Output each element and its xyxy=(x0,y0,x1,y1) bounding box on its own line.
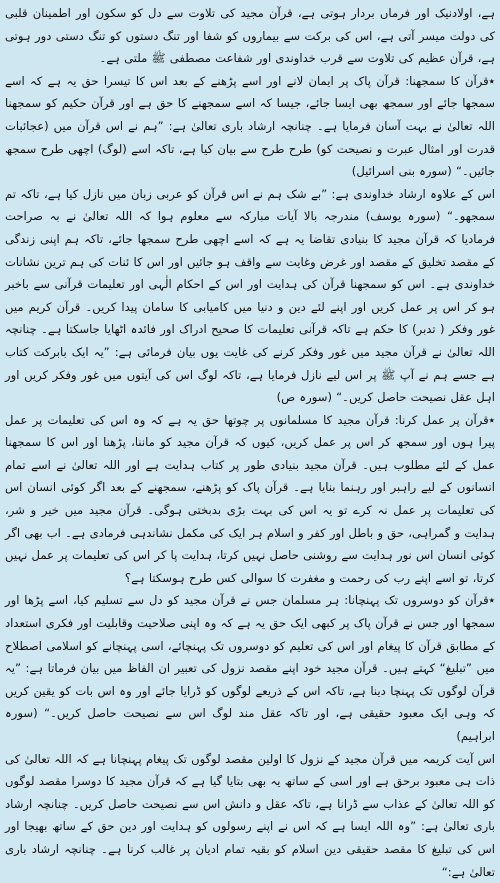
paragraph-acting-on-quran: ٭قرآن پر عمل کرنا: قرآن مجید کا مسلمانوں پر چوتھا حق یہ ہے کہ وہ اس کی تعلیمات پر عمل پیرا ہوں اور سمجھ کر اس پر عمل کریں، کیوں کہ قرآن مجید کو ماننا، پڑھنا اور اس کا سمجھنا عمل کے لئے مطلوب ہیں۔ قرآن مجید بنیادی طور پر کتاب ہدایت ہے اور اللہ تعالیٰ نے اسے تمام انسانوں کے لیے راہبر اور رہنما بنایا ہے۔ قرآن پاک کو پڑھنے، سمجھنے کے بعد اگر کوئی انسان اس کی تعلیمات پر عمل نہ کرے تو یہ اس کی بہت بڑی بدبختی ہوگی۔ قرآن مجید میں خیر و شر، ہدایت و گمراہی، حق و باطل اور کفر و اسلام ہر ایک کی مکمل نشاندہی فرمادی ہے۔ اب بھی اگر کوئی انسان اس نور ہدایت سے روشنی حاصل نہیں کرتا، ہدایت پا کر اس کی تعلیمات پر عمل نہیں کرتا، تو اسے اپنے رب کی رحمت و مغفرت کا سوالی کس طرح ہوسکتا ہے؟ xyxy=(5,412,495,585)
paragraph-purpose-of-revelation: اس آیت کریمہ میں قرآن مجید کے نزول کا اولین مقصد لوگوں تک پیغام پہنچانا ہے کہ اللہ تعالیٰ کی ذات ہی معبود برحق ہے اور اسی کے ساتھ یہ بھی بتایا گیا ہے کہ قرآن مجید کا دوسرا مقصد لوگوں کو اللہ تعالیٰ کے عذاب سے ڈرانا ہے، تاکہ عقل و دانش اس سے نصیحت حاصل کریں۔ چنانچہ ارشاد باری تعالیٰ ہے: ”وہ اللہ ایسا ہے کہ اس نے اپنے رسولوں کو ہدایت اور دین حق کے ساتھ بھیجا اور اس کی تبلیغ کا مقصد حقیقی دین اسلام کو بقیہ تمام ادیان پر غالب کرنا ہے۔ چنانچہ ارشاد باری تعالیٰ ہے:“ xyxy=(5,751,495,879)
paragraph-understanding-quran: ٭قرآن کا سمجھنا: قرآن پاک پر ایمان لانے اور اسے پڑھنے کے بعد اس کا تیسرا حق یہ ہے کہ اسے سمجھا جائے اور سمجھ بھی ایسا جائے، جیسا کہ اسے سمجھنے کا حق ہے اور قرآن حکیم کو سمجھنا اللہ تعالیٰ نے بہت آسان فرمایا ہے۔ چنانچہ ارشاد باری تعالیٰ ہے: ”ہم نے اس قرآن میں (عجائبات قدرت اور امثال عبرت و نصیحت کو) طرح طرح سے بیان کیا ہے، تاکہ اسے (لوگ) اچھی طرح سمجھ جائیں۔“ (سورہ بنی اسرائیل) xyxy=(5,73,495,179)
paragraph-recitation-benefits: ہے، اولادنیک اور فرماں بردار ہوتی ہے، قرآن مجید کی تلاوت سے دل کو سکون اور اطمینان قلبی کی دولت میسر آتی ہے، اس کی برکت سے بیماروں کو شفا اور تنگ دستوں کو تنگ دستی دور ہوتی ہے، قرآن عظیم کی تلاوت سے قرب خداوندی اور شفاعت مصطفی ﷺ ملتی ہے۔ xyxy=(5,6,495,66)
paragraph-conveying-quran: ٭قرآن کو دوسروں تک پہنچانا: ہر مسلمان جس نے قرآن مجید کو دل سے تسلیم کیا، اسے پڑھا اور سمجھا اور جس نے قرآن پاک پر کبھی ایک حق یہ ہے کہ وہ اپنی صلاحیت وقابلیت اور فکری استعداد کے مطابق قرآن کا پیغام اور اس کی تعلیم کو دوسروں تک پہنچائے، اسی پہنچانے کو اسلامی اصطلاح میں ”تبلیغ“ کہتے ہیں۔ قرآن مجید خود اپنے مقصد نزول کی تعبیر ان الفاظ میں بیان فرماتا ہے: ”یہ قرآن لوگوں تک پہنچا دینا ہے، تاکہ اس کے ذریعے لوگوں کو ڈرایا جائے اور وہ اس بات کو یقین کریں کہ وہی ایک معبود حقیقی ہے، اور تاکہ عقل مند لوگ اس سے نصیحت حاصل کریں۔“ (سورہ ابراہیم) xyxy=(5,593,495,743)
paragraph-reflection: اس کے علاوہ ارشاد خداوندی ہے: ”بے شک ہم نے اس قرآن کو عربی زبان میں نازل کیا ہے، تاکہ تم سمجھو۔“ (سورہ یوسف) مندرجہ بالا آیات مبارکہ سے معلوم ہوا کہ اللہ تعالیٰ نے بہ صراحت فرمادیا کہ قرآن مجید کا بنیادی تقاضا یہ ہے کہ اسے اچھی طرح سمجھا جائے، تاکہ ہم اپنی زندگی کے مقصد تخلیق کے مقصد اور غرض وغایت سے واقف ہو جائیں اور اس کا ئنات کی ہم ترین نشانات خداوندی ہے۔ اس کو سمجھنا قرآن کی ہدایت اور اس کے احکام الٰہی اور تعلیمات قرآنی سے باخبر ہو کر اس پر عمل کریں اور اپنے لئے دین و دنیا میں کامیابی کا سامان پیدا کریں۔ قرآن کریم میں غور وفکر ( تدبر) کا حکم ہے تاکہ قرآنی تعلیمات کا صحیح ادراک اور فائدہ اٹھایا جاسکتا ہے۔ چنانچہ اللہ تعالیٰ نے قرآن مجید میں غور وفکر کرنے کی غایت یوں بیان فرمائی ہے: ”یہ ایک بابرکت کتاب ہے جسے ہم نے آپ ﷺ پر اس لیے نازل فرمایا ہے، تاکہ لوگ اس کی آیتوں میں غور وفکر کریں اور اہل عقل نصیحت حاصل کریں۔“ (سورہ ص) xyxy=(5,186,495,405)
